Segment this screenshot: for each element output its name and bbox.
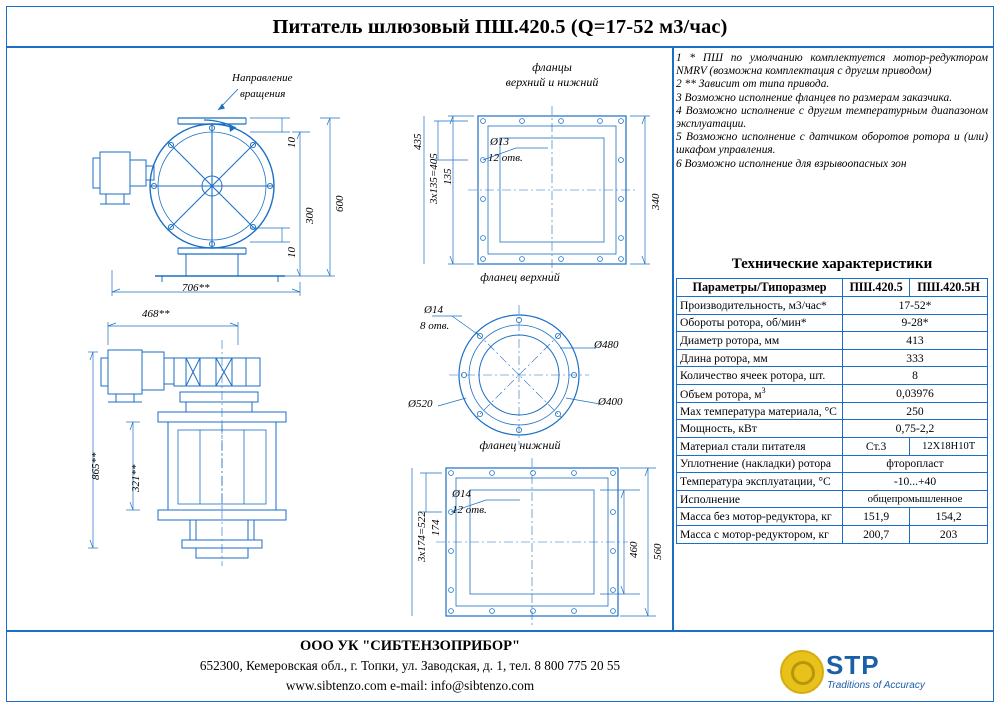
row-param: Материал стали питателя	[677, 438, 843, 456]
row-param: Обороты ротора, об/мин*	[677, 314, 843, 332]
rotation-label-line1: Направление	[232, 72, 293, 84]
flange-lower-caption: фланец нижний	[479, 438, 561, 452]
flanges-caption-2: верхний и нижний	[505, 75, 599, 89]
company-web: www.sibtenzo.com e-mail: info@sibtenzo.com	[285, 678, 535, 693]
dim-12otv: 12 отв.	[488, 152, 523, 164]
row-value: 151,9	[843, 508, 910, 526]
row-param: Мощность, кВт	[677, 420, 843, 438]
dim-468: 468**	[142, 308, 170, 320]
front-view	[93, 89, 340, 296]
row-value-2: 154,2	[910, 508, 988, 526]
row-param: Мах температура материала, °С	[677, 402, 843, 420]
dim-600: 600	[334, 195, 346, 212]
flange-upper-caption: фланец верхний	[480, 270, 560, 284]
dim-d400: Ø400	[598, 396, 623, 408]
company-address: 652300, Кемеровская обл., г. Топки, ул. Заводская, д. 1, тел. 8 800 775 20 55	[199, 658, 621, 673]
dim-3x174: 3x174=522	[416, 511, 428, 562]
company-logo	[780, 648, 960, 696]
flange-rect-view	[424, 106, 650, 274]
dim-8otv: 8 отв.	[420, 320, 450, 332]
row-value: 0,75-2,2	[843, 420, 988, 438]
dim-174: 174	[430, 519, 442, 536]
note-5: 5 Возможно исполнение с датчиком оборотов ротора и (или) шкафом управления.	[676, 131, 988, 157]
dim-135: 135	[442, 168, 454, 185]
rotation-label-line2: вращения	[240, 88, 286, 100]
row-param: Масса с мотор-редуктором, кг	[677, 525, 843, 543]
row-value: 17-52*	[843, 297, 988, 315]
row-param: Производительность, м3/час*	[677, 297, 843, 315]
header-col1: ПШ.420.5	[843, 279, 910, 297]
note-4: 4 Возможно исполнение с другим температурным диапазоном эксплуатации.	[676, 104, 988, 131]
page-title: Питатель шлюзовый ПШ.420.5 (Q=17-52 м3/час)	[272, 16, 728, 38]
dim-560: 560	[652, 543, 664, 560]
row-value: 9-28*	[843, 314, 988, 332]
dim-10-lower: 10	[286, 247, 298, 258]
logo-tagline: Traditions of Accuracy	[827, 680, 925, 691]
company-name: ООО УК "СИБТЕНЗОПРИБОР"	[299, 638, 521, 654]
row-value: Ст.3	[843, 438, 910, 456]
row-param: Уплотнение (накладки) ротора	[677, 455, 843, 473]
dim-d14-lower: Ø14	[452, 488, 471, 500]
dim-300: 300	[304, 207, 316, 224]
side-view	[88, 322, 286, 566]
row-value-2: 203	[910, 525, 988, 543]
dim-d13: Ø13	[490, 136, 509, 148]
row-value: фторопласт	[843, 455, 988, 473]
flanges-caption-1: фланцы	[532, 60, 572, 74]
row-value: 413	[843, 332, 988, 350]
row-value: 8	[843, 367, 988, 385]
row-param: Масса без мотор-редуктора, кг	[677, 508, 843, 526]
row-value: 333	[843, 349, 988, 367]
flange-lower-view	[412, 458, 656, 626]
dim-340: 340	[650, 193, 662, 210]
row-param: Количество ячеек ротора, шт.	[677, 367, 843, 385]
flange-upper-view	[432, 305, 600, 445]
footer-block	[40, 636, 780, 696]
row-param: Объем ротора, $м^3$	[677, 384, 843, 402]
row-param: Температура эксплуатации, °С	[677, 473, 843, 491]
row-param: Диаметр ротора, мм	[677, 332, 843, 350]
dim-10-upper: 10	[286, 137, 298, 148]
note-3: 3 Возможно исполнение фланцев по размерам заказчика.	[676, 91, 953, 104]
header-param: Параметры/Типоразмер	[677, 279, 843, 297]
dim-3x135: 3x135=405	[428, 153, 440, 204]
dim-d480: Ø480	[594, 339, 619, 351]
row-param: Длина ротора, мм	[677, 349, 843, 367]
row-param: Исполнение	[677, 490, 843, 508]
dim-321: 321**	[130, 464, 142, 492]
dim-460: 460	[628, 541, 640, 558]
row-value: общепромышленное	[843, 490, 988, 508]
row-value: -10...+40	[843, 473, 988, 491]
dim-865: 865**	[90, 452, 102, 480]
note-1: 1 * ПШ по умолчанию комплектуется мотор-редуктором NMRV (возможна комплектация с другим приводом)	[676, 52, 988, 78]
dim-d520: Ø520	[408, 398, 433, 410]
spec-table-title: Технические характеристики	[731, 256, 933, 272]
row-value: 200,7	[843, 525, 910, 543]
logo-mark-icon	[780, 650, 824, 694]
dim-12otv-lower: 12 отв.	[452, 504, 487, 516]
logo-text: STP	[826, 650, 880, 680]
dim-706: 706**	[182, 282, 210, 294]
note-2: 2 ** Зависит от типа привода.	[676, 78, 830, 91]
row-value-2: 12Х18Н10Т	[910, 438, 988, 456]
row-value: 250	[843, 402, 988, 420]
note-6: 6 Возможно исполнение для взрывоопасных зон	[676, 157, 907, 170]
dim-435: 435	[412, 133, 424, 150]
dim-d14-upper: Ø14	[424, 304, 443, 316]
row-value: 0,03976	[843, 384, 988, 402]
header-col2: ПШ.420.5Н	[910, 279, 988, 297]
